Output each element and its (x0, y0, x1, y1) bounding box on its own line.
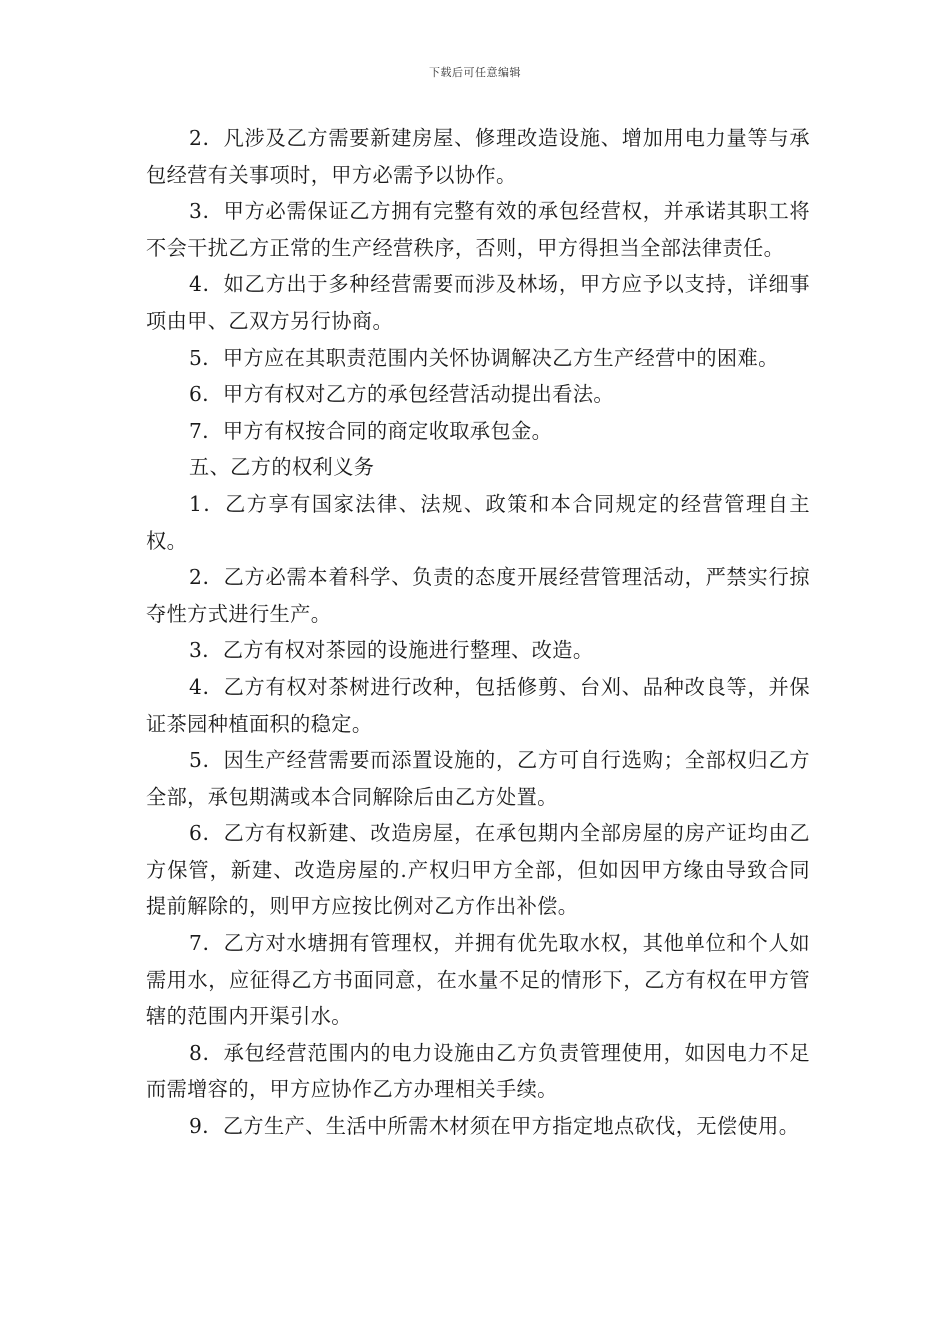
paragraph: 2．乙方必需本着科学、负责的态度开展经营管理活动，严禁实行掠夺性方式进行生产。 (146, 565, 810, 626)
paragraph: 2．凡涉及乙方需要新建房屋、修理改造设施、增加用电力量等与承包经营有关事项时，甲方必需予以协作。 (146, 126, 810, 187)
paragraph: 4．如乙方出于多种经营需要而涉及林场，甲方应予以支持，详细事项由甲、乙双方另行协商。 (146, 272, 810, 333)
paragraph: 6．乙方有权新建、改造房屋，在承包期内全部房屋的房产证均由乙方保管，新建、改造房屋的.产权归甲方全部，但如因甲方缘由导致合同提前解除的，则甲方应按比例对乙方作出补偿。 (146, 821, 810, 919)
paragraph: 4．乙方有权对茶树进行改种，包括修剪、台刈、品种改良等，并保证茶园种植面积的稳定。 (146, 674, 810, 736)
section-heading: 五、乙方的权利义务 (189, 455, 375, 480)
document-body (146, 120, 810, 1145)
page-header: 下载后可任意编辑 (429, 66, 521, 79)
paragraph: 9．乙方生产、生活中所需木材须在甲方指定地点砍伐，无偿使用。 (189, 1114, 800, 1139)
paragraph: 7．甲方有权按合同的商定收取承包金。 (189, 418, 553, 443)
paragraph: 3．甲方必需保证乙方拥有完整有效的承包经营权，并承诺其职工将不会干扰乙方正常的生产经营秩序，否则，甲方得担当全部法律责任。 (146, 199, 810, 260)
paragraph: 3．乙方有权对茶园的设施进行整理、改造。 (189, 638, 594, 663)
paragraph: 1．乙方享有国家法律、法规、政策和本合同规定的经营管理自主权。 (146, 491, 810, 553)
paragraph: 7．乙方对水塘拥有管理权，并拥有优先取水权，其他单位和个人如需用水，应征得乙方书面同意，在水量不足的情形下，乙方有权在甲方管辖的范围内开渠引水。 (146, 931, 810, 1029)
paragraph: 5．甲方应在其职责范围内关怀协调解决乙方生产经营中的困难。 (189, 345, 779, 370)
paragraph: 8．承包经营范围内的电力设施由乙方负责管理使用，如因电力不足而需增容的，甲方应协作乙方办理相关手续。 (146, 1040, 810, 1102)
paragraph: 6．甲方有权对乙方的承包经营活动提出看法。 (189, 382, 614, 407)
paragraph: 5．因生产经营需要而添置设施的，乙方可自行选购；全部权归乙方全部，承包期满或本合同解除后由乙方处置。 (146, 748, 810, 809)
